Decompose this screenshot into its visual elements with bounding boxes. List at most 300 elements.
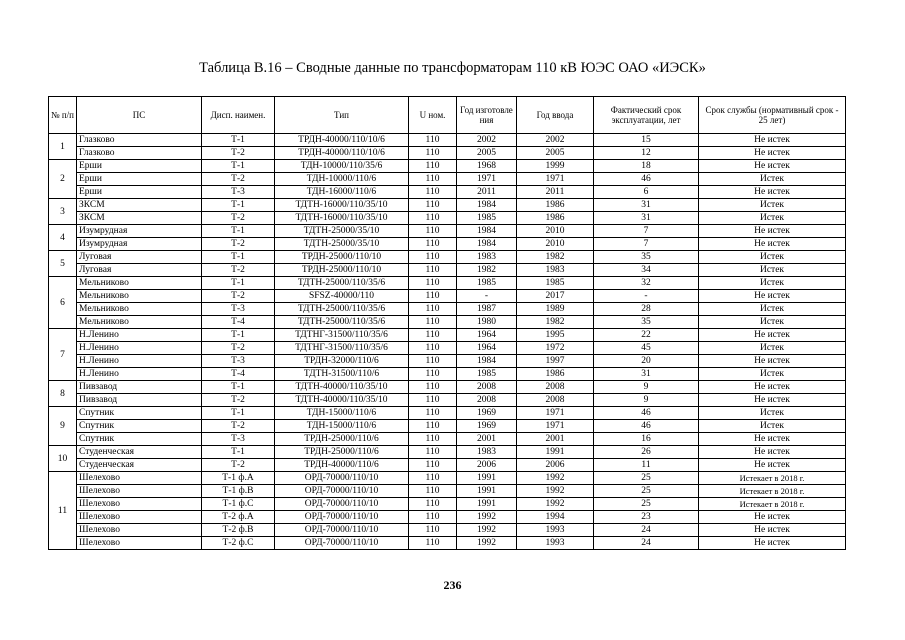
table-row (49, 238, 846, 251)
actual-service-cell: 9 (594, 394, 699, 407)
year-commissioned-cell: 1982 (517, 316, 594, 329)
type-cell: ТДН-16000/110/6 (275, 186, 409, 199)
actual-service-cell: 22 (594, 329, 699, 342)
service-life-cell: Не истек (699, 290, 846, 303)
year-made-cell: 1992 (457, 524, 517, 537)
u-nom-cell: 110 (409, 342, 457, 355)
table-title: Таблица В.16 – Сводные данные по трансформаторам 110 кВ ЮЭС ОАО «ИЭСК» (199, 60, 706, 76)
substation-cell: Ерши (77, 173, 202, 186)
service-life-cell: Не истек (699, 329, 846, 342)
table-row (49, 199, 846, 212)
substation-cell: Шелехово (77, 485, 202, 498)
row-number-cell: 8 (49, 381, 77, 407)
u-nom-cell: 110 (409, 186, 457, 199)
year-commissioned-cell: 1971 (517, 173, 594, 186)
actual-service-cell: 25 (594, 498, 699, 511)
year-made-cell: 1968 (457, 160, 517, 173)
actual-service-cell: 23 (594, 511, 699, 524)
service-life-cell: Не истек (699, 160, 846, 173)
type-cell: ОРД-70000/110/10 (275, 537, 409, 550)
u-nom-cell: 110 (409, 212, 457, 225)
service-life-cell: Истек (699, 407, 846, 420)
year-made-cell: 1983 (457, 446, 517, 459)
substation-cell: Спутник (77, 433, 202, 446)
disp-name-cell: Т-2 (202, 173, 275, 186)
header-service-life: Срок службы (нормативный срок - 25 лет) (699, 97, 846, 134)
u-nom-cell: 110 (409, 368, 457, 381)
header-actual-service: Фактический срок эксплуатации, лет (594, 97, 699, 134)
type-cell: ТДТН-40000/110/35/10 (275, 394, 409, 407)
header-disp-name: Дисп. наимен. (202, 97, 275, 134)
substation-cell: Ерши (77, 160, 202, 173)
substation-cell: Мельниково (77, 277, 202, 290)
row-number-cell: 7 (49, 329, 77, 381)
actual-service-cell: 9 (594, 381, 699, 394)
u-nom-cell: 110 (409, 381, 457, 394)
substation-cell: Студенческая (77, 446, 202, 459)
service-life-cell: Не истек (699, 134, 846, 147)
substation-cell: Глазково (77, 147, 202, 160)
year-commissioned-cell: 2017 (517, 290, 594, 303)
substation-cell: Изумрудная (77, 225, 202, 238)
type-cell: ТДН-15000/110/6 (275, 407, 409, 420)
year-commissioned-cell: 1989 (517, 303, 594, 316)
type-cell: ТДН-10000/110/35/6 (275, 160, 409, 173)
actual-service-cell: 12 (594, 147, 699, 160)
type-cell: ТДТН-40000/110/35/10 (275, 381, 409, 394)
u-nom-cell: 110 (409, 303, 457, 316)
service-life-cell: Истек (699, 173, 846, 186)
type-cell: ТДТН-25000/110/35/6 (275, 277, 409, 290)
u-nom-cell: 110 (409, 173, 457, 186)
row-number-cell: 5 (49, 251, 77, 277)
disp-name-cell: Т-1 (202, 329, 275, 342)
type-cell: ТДТН-16000/110/35/10 (275, 199, 409, 212)
service-life-cell: Не истек (699, 511, 846, 524)
year-commissioned-cell: 1993 (517, 537, 594, 550)
u-nom-cell: 110 (409, 225, 457, 238)
substation-cell: Мельниково (77, 316, 202, 329)
u-nom-cell: 110 (409, 290, 457, 303)
table-row (49, 524, 846, 537)
table-row (49, 160, 846, 173)
table-body (49, 134, 846, 550)
service-life-cell: Не истек (699, 433, 846, 446)
u-nom-cell: 110 (409, 459, 457, 472)
year-made-cell: - (457, 290, 517, 303)
substation-cell: Спутник (77, 407, 202, 420)
disp-name-cell: Т-2 (202, 290, 275, 303)
table-row (49, 407, 846, 420)
table-row (49, 147, 846, 160)
actual-service-cell: 24 (594, 537, 699, 550)
type-cell: ТДТНГ-31500/110/35/6 (275, 342, 409, 355)
u-nom-cell: 110 (409, 446, 457, 459)
table-row (49, 381, 846, 394)
u-nom-cell: 110 (409, 147, 457, 160)
u-nom-cell: 110 (409, 199, 457, 212)
year-made-cell: 1984 (457, 355, 517, 368)
header-u-nom: U ном. (409, 97, 457, 134)
table-row (49, 394, 846, 407)
actual-service-cell: 7 (594, 238, 699, 251)
actual-service-cell: 7 (594, 225, 699, 238)
year-commissioned-cell: 1971 (517, 420, 594, 433)
substation-cell: Спутник (77, 420, 202, 433)
u-nom-cell: 110 (409, 511, 457, 524)
service-life-cell: Истекает в 2018 г. (699, 498, 846, 511)
service-life-cell: Истек (699, 420, 846, 433)
year-made-cell: 1982 (457, 264, 517, 277)
u-nom-cell: 110 (409, 329, 457, 342)
year-made-cell: 1987 (457, 303, 517, 316)
u-nom-cell: 110 (409, 238, 457, 251)
year-commissioned-cell: 1999 (517, 160, 594, 173)
substation-cell: Н.Ленино (77, 329, 202, 342)
u-nom-cell: 110 (409, 134, 457, 147)
substation-cell: Шелехово (77, 524, 202, 537)
header-substation: ПС (77, 97, 202, 134)
disp-name-cell: Т-1 (202, 134, 275, 147)
actual-service-cell: 15 (594, 134, 699, 147)
actual-service-cell: 31 (594, 368, 699, 381)
type-cell: ТДТН-16000/110/35/10 (275, 212, 409, 225)
disp-name-cell: Т-1 (202, 199, 275, 212)
service-life-cell: Истек (699, 368, 846, 381)
service-life-cell: Не истек (699, 225, 846, 238)
service-life-cell: Истек (699, 316, 846, 329)
year-commissioned-cell: 2011 (517, 186, 594, 199)
year-made-cell: 1983 (457, 251, 517, 264)
year-made-cell: 1984 (457, 199, 517, 212)
table-row (49, 420, 846, 433)
u-nom-cell: 110 (409, 251, 457, 264)
table-row (49, 342, 846, 355)
disp-name-cell: Т-1 (202, 407, 275, 420)
service-life-cell: Не истек (699, 186, 846, 199)
service-life-cell: Истек (699, 264, 846, 277)
year-commissioned-cell: 2006 (517, 459, 594, 472)
service-life-cell: Истек (699, 212, 846, 225)
substation-cell: Н.Ленино (77, 342, 202, 355)
year-commissioned-cell: 2005 (517, 147, 594, 160)
type-cell: ОРД-70000/110/10 (275, 498, 409, 511)
substation-cell: Мельниково (77, 303, 202, 316)
year-made-cell: 1991 (457, 498, 517, 511)
service-life-cell: Не истек (699, 381, 846, 394)
actual-service-cell: 28 (594, 303, 699, 316)
disp-name-cell: Т-2 ф.А (202, 511, 275, 524)
disp-name-cell: Т-2 (202, 147, 275, 160)
actual-service-cell: 31 (594, 199, 699, 212)
disp-name-cell: Т-2 ф.С (202, 537, 275, 550)
table-row (49, 264, 846, 277)
type-cell: ТДТН-25000/110/35/6 (275, 316, 409, 329)
substation-cell: Изумрудная (77, 238, 202, 251)
type-cell: ТДТН-25000/35/10 (275, 238, 409, 251)
substation-cell: Шелехово (77, 511, 202, 524)
substation-cell: Луговая (77, 251, 202, 264)
service-life-cell: Истек (699, 342, 846, 355)
disp-name-cell: Т-2 (202, 394, 275, 407)
substation-cell: Пивзавод (77, 394, 202, 407)
u-nom-cell: 110 (409, 407, 457, 420)
row-number-cell: 11 (49, 472, 77, 550)
table-row (49, 446, 846, 459)
actual-service-cell: 18 (594, 160, 699, 173)
u-nom-cell: 110 (409, 537, 457, 550)
type-cell: ТДТН-25000/110/35/6 (275, 303, 409, 316)
disp-name-cell: Т-1 (202, 225, 275, 238)
disp-name-cell: Т-2 (202, 342, 275, 355)
disp-name-cell: Т-1 (202, 251, 275, 264)
year-made-cell: 1992 (457, 537, 517, 550)
substation-cell: Пивзавод (77, 381, 202, 394)
u-nom-cell: 110 (409, 264, 457, 277)
year-commissioned-cell: 1986 (517, 212, 594, 225)
disp-name-cell: Т-4 (202, 316, 275, 329)
actual-service-cell: 26 (594, 446, 699, 459)
actual-service-cell: 34 (594, 264, 699, 277)
actual-service-cell: 6 (594, 186, 699, 199)
actual-service-cell: 46 (594, 407, 699, 420)
actual-service-cell: 11 (594, 459, 699, 472)
year-commissioned-cell: 2002 (517, 134, 594, 147)
year-made-cell: 1964 (457, 329, 517, 342)
substation-cell: ЗКСМ (77, 212, 202, 225)
year-commissioned-cell: 1972 (517, 342, 594, 355)
type-cell: ТРДН-25000/110/6 (275, 446, 409, 459)
year-made-cell: 2011 (457, 186, 517, 199)
actual-service-cell: 24 (594, 524, 699, 537)
service-life-cell: Не истек (699, 446, 846, 459)
table-row (49, 186, 846, 199)
actual-service-cell: 25 (594, 472, 699, 485)
disp-name-cell: Т-1 ф.В (202, 485, 275, 498)
year-made-cell: 1969 (457, 420, 517, 433)
table-row (49, 537, 846, 550)
disp-name-cell: Т-2 (202, 459, 275, 472)
u-nom-cell: 110 (409, 355, 457, 368)
type-cell: ТДН-15000/110/6 (275, 420, 409, 433)
year-made-cell: 1964 (457, 342, 517, 355)
year-commissioned-cell: 2010 (517, 238, 594, 251)
type-cell: ОРД-70000/110/10 (275, 524, 409, 537)
year-made-cell: 1984 (457, 238, 517, 251)
year-made-cell: 1985 (457, 212, 517, 225)
table-row (49, 433, 846, 446)
table-row (49, 368, 846, 381)
service-life-cell: Не истек (699, 355, 846, 368)
row-number-cell: 3 (49, 199, 77, 225)
actual-service-cell: 31 (594, 212, 699, 225)
disp-name-cell: Т-2 (202, 264, 275, 277)
service-life-cell: Истек (699, 251, 846, 264)
disp-name-cell: Т-1 (202, 277, 275, 290)
disp-name-cell: Т-2 ф.В (202, 524, 275, 537)
service-life-cell: Не истек (699, 459, 846, 472)
year-made-cell: 2005 (457, 147, 517, 160)
type-cell: ТРДН-25000/110/10 (275, 264, 409, 277)
row-number-cell: 4 (49, 225, 77, 251)
year-commissioned-cell: 1992 (517, 498, 594, 511)
row-number-cell: 2 (49, 160, 77, 199)
disp-name-cell: Т-4 (202, 368, 275, 381)
substation-cell: Луговая (77, 264, 202, 277)
type-cell: ТРДН-40000/110/10/6 (275, 134, 409, 147)
table-row (49, 355, 846, 368)
disp-name-cell: Т-2 (202, 212, 275, 225)
u-nom-cell: 110 (409, 485, 457, 498)
year-commissioned-cell: 2010 (517, 225, 594, 238)
table-row (49, 134, 846, 147)
header-type: Тип (275, 97, 409, 134)
u-nom-cell: 110 (409, 498, 457, 511)
substation-cell: Мельниково (77, 290, 202, 303)
year-commissioned-cell: 2001 (517, 433, 594, 446)
year-commissioned-cell: 2008 (517, 381, 594, 394)
header-num: № п/п (49, 97, 77, 134)
year-made-cell: 2006 (457, 459, 517, 472)
year-made-cell: 1985 (457, 368, 517, 381)
year-commissioned-cell: 1995 (517, 329, 594, 342)
table-row (49, 498, 846, 511)
disp-name-cell: Т-1 (202, 381, 275, 394)
service-life-cell: Истекает в 2018 г. (699, 472, 846, 485)
table-row (49, 212, 846, 225)
year-commissioned-cell: 1992 (517, 485, 594, 498)
year-made-cell: 1980 (457, 316, 517, 329)
year-made-cell: 1985 (457, 277, 517, 290)
year-made-cell: 1984 (457, 225, 517, 238)
u-nom-cell: 110 (409, 433, 457, 446)
type-cell: ТРДН-25000/110/6 (275, 433, 409, 446)
row-number-cell: 10 (49, 446, 77, 472)
year-commissioned-cell: 1982 (517, 251, 594, 264)
type-cell: ТДТНГ-31500/110/35/6 (275, 329, 409, 342)
disp-name-cell: Т-3 (202, 186, 275, 199)
actual-service-cell: 46 (594, 173, 699, 186)
actual-service-cell: 20 (594, 355, 699, 368)
year-made-cell: 1991 (457, 472, 517, 485)
u-nom-cell: 110 (409, 420, 457, 433)
u-nom-cell: 110 (409, 316, 457, 329)
row-number-cell: 9 (49, 407, 77, 446)
service-life-cell: Истек (699, 277, 846, 290)
table-row (49, 472, 846, 485)
year-commissioned-cell: 1986 (517, 199, 594, 212)
year-commissioned-cell: 1993 (517, 524, 594, 537)
actual-service-cell: 32 (594, 277, 699, 290)
disp-name-cell: Т-1 ф.С (202, 498, 275, 511)
table-row (49, 303, 846, 316)
table-row (49, 485, 846, 498)
disp-name-cell: Т-2 (202, 420, 275, 433)
year-commissioned-cell: 2008 (517, 394, 594, 407)
type-cell: ТРДН-25000/110/10 (275, 251, 409, 264)
service-life-cell: Истек (699, 303, 846, 316)
disp-name-cell: Т-3 (202, 355, 275, 368)
substation-cell: Шелехово (77, 498, 202, 511)
page-number: 236 (443, 578, 462, 592)
transformers-table (48, 96, 846, 550)
type-cell: ТДН-10000/110/6 (275, 173, 409, 186)
type-cell: ОРД-70000/110/10 (275, 472, 409, 485)
year-commissioned-cell: 1971 (517, 407, 594, 420)
actual-service-cell: 16 (594, 433, 699, 446)
year-commissioned-cell: 1997 (517, 355, 594, 368)
table-row (49, 316, 846, 329)
actual-service-cell: 35 (594, 251, 699, 264)
type-cell: ТДТН-31500/110/6 (275, 368, 409, 381)
u-nom-cell: 110 (409, 277, 457, 290)
actual-service-cell: 35 (594, 316, 699, 329)
year-made-cell: 2008 (457, 394, 517, 407)
table-row (49, 225, 846, 238)
year-made-cell: 2002 (457, 134, 517, 147)
year-made-cell: 2008 (457, 381, 517, 394)
type-cell: ТРДН-32000/110/6 (275, 355, 409, 368)
year-made-cell: 1969 (457, 407, 517, 420)
year-commissioned-cell: 1986 (517, 368, 594, 381)
year-commissioned-cell: 1983 (517, 264, 594, 277)
table-row (49, 290, 846, 303)
row-number-cell: 6 (49, 277, 77, 329)
substation-cell: Н.Ленино (77, 355, 202, 368)
table-row (49, 251, 846, 264)
type-cell: ТРДН-40000/110/10/6 (275, 147, 409, 160)
substation-cell: Студенческая (77, 459, 202, 472)
year-made-cell: 2001 (457, 433, 517, 446)
table-row (49, 511, 846, 524)
disp-name-cell: Т-1 ф.А (202, 472, 275, 485)
u-nom-cell: 110 (409, 160, 457, 173)
type-cell: ТРДН-40000/110/6 (275, 459, 409, 472)
year-made-cell: 1971 (457, 173, 517, 186)
table-row (49, 329, 846, 342)
actual-service-cell: 45 (594, 342, 699, 355)
u-nom-cell: 110 (409, 472, 457, 485)
actual-service-cell: 25 (594, 485, 699, 498)
year-commissioned-cell: 1994 (517, 511, 594, 524)
service-life-cell: Не истек (699, 238, 846, 251)
disp-name-cell: Т-1 (202, 160, 275, 173)
disp-name-cell: Т-2 (202, 238, 275, 251)
substation-cell: Шелехово (77, 472, 202, 485)
table-header-row (49, 97, 846, 134)
service-life-cell: Не истек (699, 524, 846, 537)
header-year-made: Год изготовле ния (457, 97, 517, 134)
service-life-cell: Не истек (699, 394, 846, 407)
substation-cell: Ерши (77, 186, 202, 199)
substation-cell: Глазково (77, 134, 202, 147)
substation-cell: Н.Ленино (77, 368, 202, 381)
year-commissioned-cell: 1992 (517, 472, 594, 485)
row-number-cell: 1 (49, 134, 77, 160)
service-life-cell: Не истек (699, 537, 846, 550)
type-cell: ОРД-70000/110/10 (275, 485, 409, 498)
substation-cell: ЗКСМ (77, 199, 202, 212)
actual-service-cell: 46 (594, 420, 699, 433)
year-made-cell: 1992 (457, 511, 517, 524)
year-commissioned-cell: 1991 (517, 446, 594, 459)
substation-cell: Шелехово (77, 537, 202, 550)
type-cell: ТДТН-25000/35/10 (275, 225, 409, 238)
u-nom-cell: 110 (409, 524, 457, 537)
u-nom-cell: 110 (409, 394, 457, 407)
disp-name-cell: Т-1 (202, 446, 275, 459)
type-cell: SFSZ-40000/110 (275, 290, 409, 303)
